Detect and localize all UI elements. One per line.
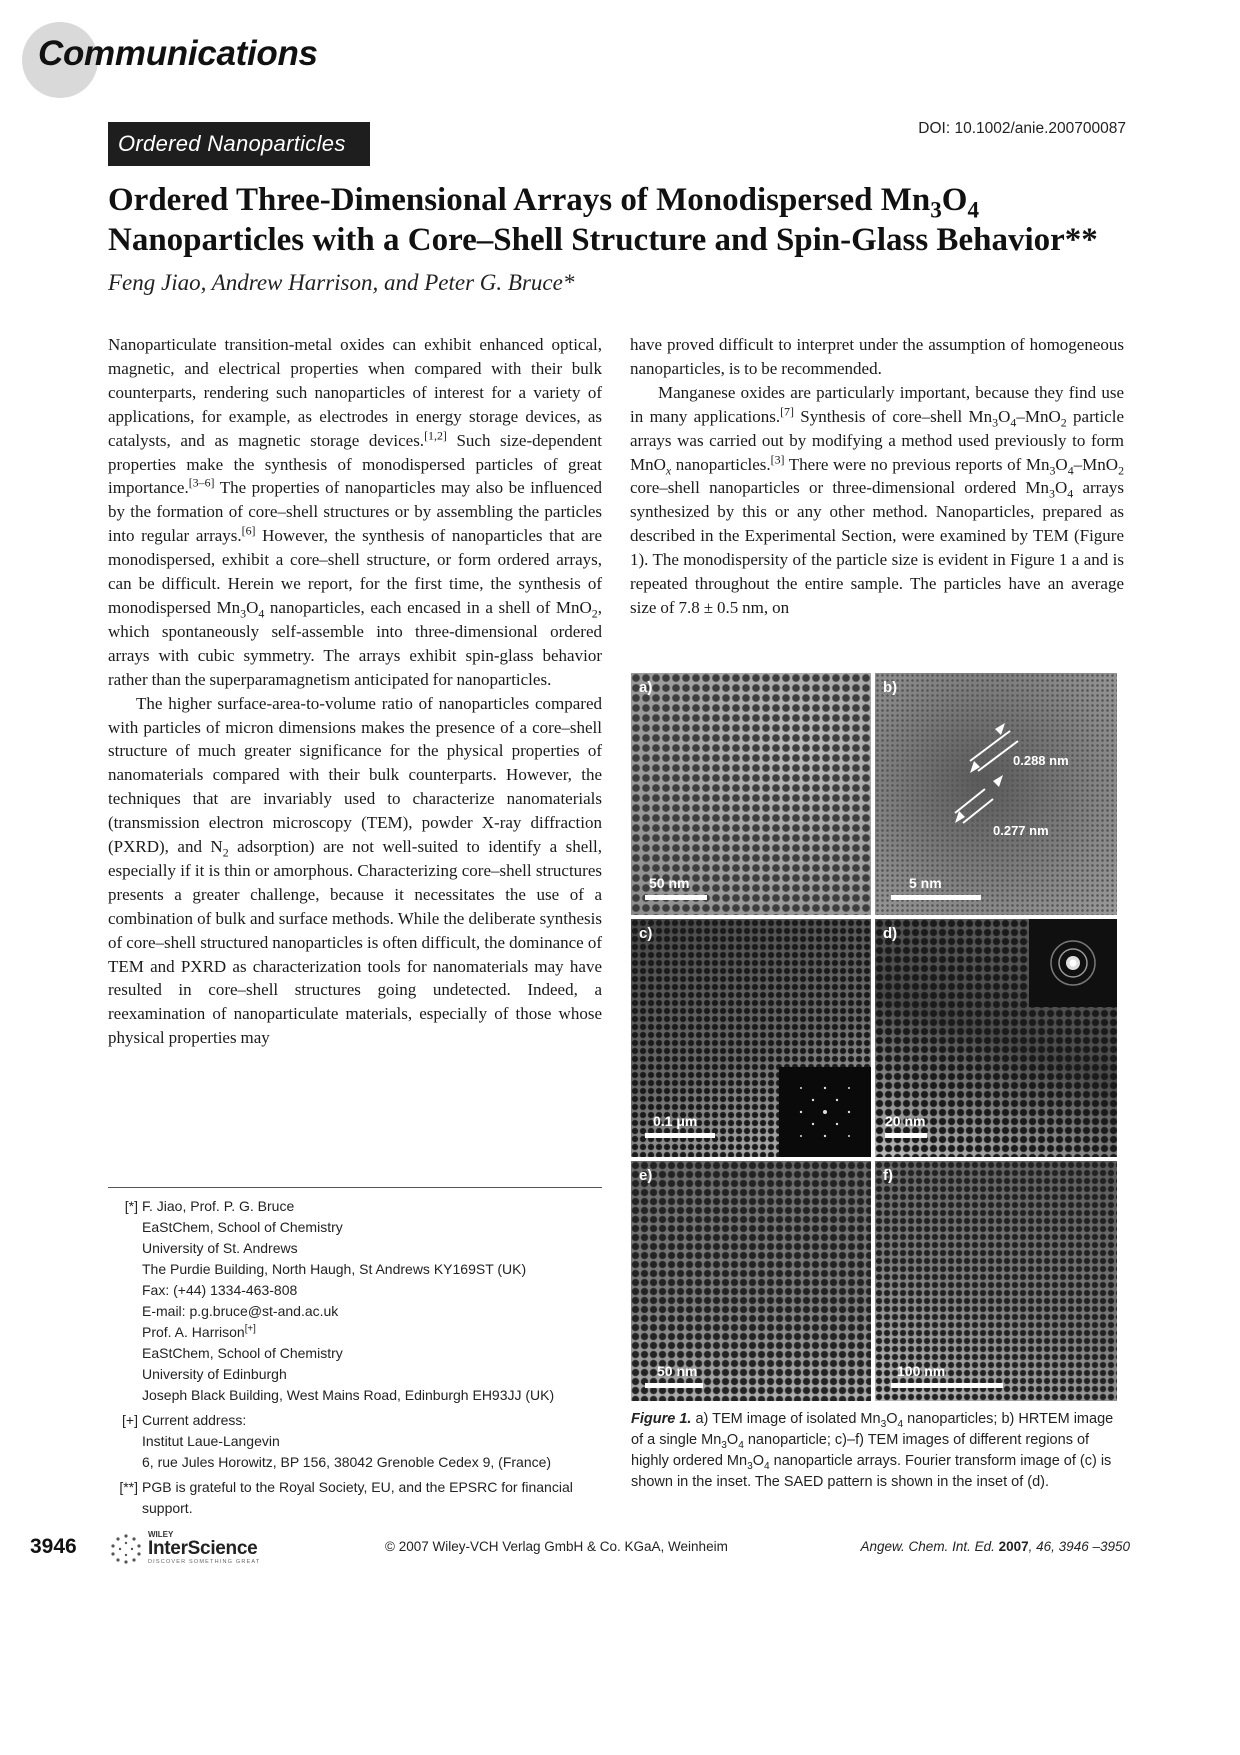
saed-rings	[1029, 919, 1117, 1007]
citation-year: 2007	[998, 1539, 1029, 1554]
panel-label: c)	[639, 925, 653, 942]
footnotes	[108, 1196, 602, 1523]
footnote-line: EaStChem, School of Chemistry	[142, 1219, 343, 1235]
figure-panel-b	[875, 673, 1117, 915]
footnote-line: Prof. A. Harrison[+]	[142, 1323, 256, 1340]
footnote-email[interactable]: E-mail: p.g.bruce@st-and.ac.uk	[142, 1303, 339, 1319]
paragraph-intro: Nanoparticulate transition-metal oxides can exhibit enhanced optical, magnetic, and electrical properties when compared with their bulk counterparts, rendering such nanoparticles of interest for a variety of applications, for example, as electrodes in energy storage devices, as catalysts, and as magnetic storage devices.[1,2] Such size-dependent properties make the synthesis of monodispersed particles of great importance.[3–6] The properties of nanoparticles may also be influenced by the formation of core–shell structures or by assembling the particles into regular arrays.[6] However, the synthesis of nanoparticles that are monodispersed, exhibit a core–shell structure, or form ordered arrays, can be difficult. Herein we report, for the first time, the synthesis of monodispersed $Mn_3O_4$ nanoparticles, each encased in a shell of MnO$_2$, which spontaneously self-assemble into three-dimensional ordered arrays with cubic symmetry. The arrays exhibit spin-glass behavior rather than the superparamagnetism anticipated for nanoparticles.	[108, 335, 602, 689]
article-authors: Feng Jiao, Andrew Harrison, and Peter G. Bruce*	[108, 270, 575, 295]
lattice-spacing-label: 0.277 nm	[993, 823, 1049, 838]
scale-label: 100 nm	[897, 1363, 946, 1379]
scale-bar	[885, 1133, 927, 1138]
saed-pattern-inset	[1029, 919, 1117, 1007]
logo-wiley-text: WILEY	[148, 1530, 174, 1539]
footnote-line: Fax: (+44) 1334-463-808	[142, 1282, 298, 1298]
paragraph-core-shell: The higher surface-area-to-volume ratio of nanoparticles compared with particles of micron dimensions makes the presence of a core–shell structure of much greater significance for the physical properties of nanomaterials compared with their bulk counterparts. However, the techniques that are invariably used to characterize nanomaterials (transmission electron microscopy (TEM), powder X-ray diffraction (PXRD), and $N_2$ adsorption) are not well-suited to identify a shell, especially if it is thin or amorphous. Characterizing core–shell structures presents a greater challenge, because it necessitates the use of a combination of bulk and surface methods. While the deliberate synthesis of core–shell structured nanoparticles is often difficult, the dominance of TEM and PXRD as characterization tools for nanomaterials may have resulted in core–shell structures going undetected. Indeed, a reexamination of nanoparticulate materials, especially of those whose physical properties may	[108, 693, 602, 1048]
citation-volume-pages: , 46, 3946 –3950	[1028, 1539, 1130, 1554]
body-column-left	[108, 333, 602, 1050]
article-title: Ordered Three-Dimensional Arrays of Monodispersed $Mn_3O_4$ Nanoparticles with a Core–Shell Structure and Spin-Glass Behavior**	[108, 182, 1098, 258]
panel-label: e)	[639, 1167, 653, 1184]
scale-bar	[891, 895, 981, 900]
footnote-line: EaStChem, School of Chemistry	[142, 1345, 343, 1361]
figure-panel-e	[631, 1161, 871, 1401]
doi-link[interactable]: DOI: 10.1002/anie.200700087	[918, 120, 1126, 137]
footnote-mark: [*]	[124, 1198, 138, 1214]
scale-label: 50 nm	[649, 875, 690, 891]
fourier-transform-inset	[779, 1067, 871, 1157]
scale-bar	[645, 1133, 715, 1138]
scale-label: 50 nm	[657, 1363, 698, 1379]
panel-label: b)	[883, 679, 898, 696]
topic-badge: Ordered Nanoparticles	[108, 122, 370, 166]
footnote-line: Current address:	[142, 1412, 247, 1428]
citation-journal: Angew. Chem. Int. Ed.	[860, 1539, 995, 1554]
footnote-affiliation	[108, 1196, 602, 1406]
panel-label: d)	[883, 925, 898, 942]
footnote-line: University of St. Andrews	[142, 1240, 298, 1256]
figure-panel-d	[875, 919, 1117, 1157]
figure-panel-c	[631, 919, 871, 1157]
copyright-notice: © 2007 Wiley-VCH Verlag GmbH & Co. KGaA, Weinheim	[385, 1539, 728, 1554]
lattice-spacing-label: 0.288 nm	[1013, 753, 1069, 768]
footnote-line: The Purdie Building, North Haugh, St Andrews KY169ST (UK)	[142, 1261, 527, 1277]
fourier-spots	[779, 1067, 871, 1157]
scale-bar	[645, 1383, 703, 1388]
page-number: 3946	[30, 1535, 77, 1558]
scale-bar	[891, 1383, 1003, 1388]
scale-label: 0.1 μm	[653, 1113, 698, 1129]
footnote-text: PGB is grateful to the Royal Society, EU, and the EPSRC for financial support.	[142, 1479, 573, 1516]
panel-label: a)	[639, 679, 653, 696]
paragraph-manganese: Manganese oxides are particularly important, because they find use in many applications.[7] Synthesis of core–shell $Mn_3O_4-MnO_2$ particle arrays was carried out by modifying a method used previously to form MnO$_x$ nanoparticles.[3] There were no previous reports of $Mn_3O_4-MnO_2$ core–shell nanoparticles or three-dimensional ordered $Mn_3O_4$ arrays synthesized by this or any other method. Nanoparticles, prepared as described in the Experimental Section, were examined by TEM (Figure 1). The monodispersity of the particle size is evident in Figure 1 a and is repeated throughout the entire sample. The particles have an average size of 7.8 ± 0.5 nm, on	[630, 382, 1125, 617]
figure-panel-f	[875, 1161, 1117, 1401]
footnote-current-address	[108, 1410, 602, 1473]
footnote-mark: [**]	[119, 1479, 138, 1495]
logo-tagline: DISCOVER SOMETHING GREAT	[148, 1559, 261, 1565]
footnote-mark: [+]	[122, 1412, 138, 1428]
figure-panel-a	[631, 673, 871, 915]
interscience-logo[interactable]	[108, 1530, 278, 1566]
footnote-line: Institut Laue-Langevin	[142, 1433, 280, 1449]
scale-label: 20 nm	[885, 1113, 926, 1129]
footnote-line: F. Jiao, Prof. P. G. Bruce	[142, 1198, 295, 1214]
footnote-rule	[108, 1187, 602, 1188]
footnote-line: Joseph Black Building, West Mains Road, Edinburgh EH93JJ (UK)	[142, 1387, 555, 1403]
scale-bar	[645, 895, 707, 900]
journal-citation	[861, 1539, 1130, 1554]
paragraph-continued: have proved difficult to interpret under the assumption of homogeneous nanoparticles, is to be recommended.	[630, 335, 1124, 378]
figure-caption: Figure 1. a) TEM image of isolated $Mn_3O_4$ nanoparticles; b) HRTEM image of a single $Mn_3O_4$ nanoparticle; c)–f) TEM images of different regions of highly ordered $Mn_3O_4$ nanoparticle arrays. Fourier transform image of (c) is shown in the inset. The SAED pattern is shown in the inset of (d).	[631, 1411, 1114, 1490]
section-title: Communications	[38, 34, 318, 73]
panel-label: f)	[883, 1167, 893, 1184]
figure-1	[631, 673, 1117, 1401]
interscience-logo-icon	[108, 1532, 144, 1564]
footnote-acknowledgement	[108, 1477, 602, 1519]
footnote-line: University of Edinburgh	[142, 1366, 287, 1382]
scale-label: 5 nm	[909, 875, 942, 891]
logo-name-text: InterScience	[148, 1538, 258, 1559]
figure-caption-label: Figure 1.	[631, 1411, 692, 1427]
footnote-line: 6, rue Jules Horowitz, BP 156, 38042 Grenoble Cedex 9, (France)	[142, 1454, 552, 1470]
body-column-right	[630, 333, 1124, 620]
